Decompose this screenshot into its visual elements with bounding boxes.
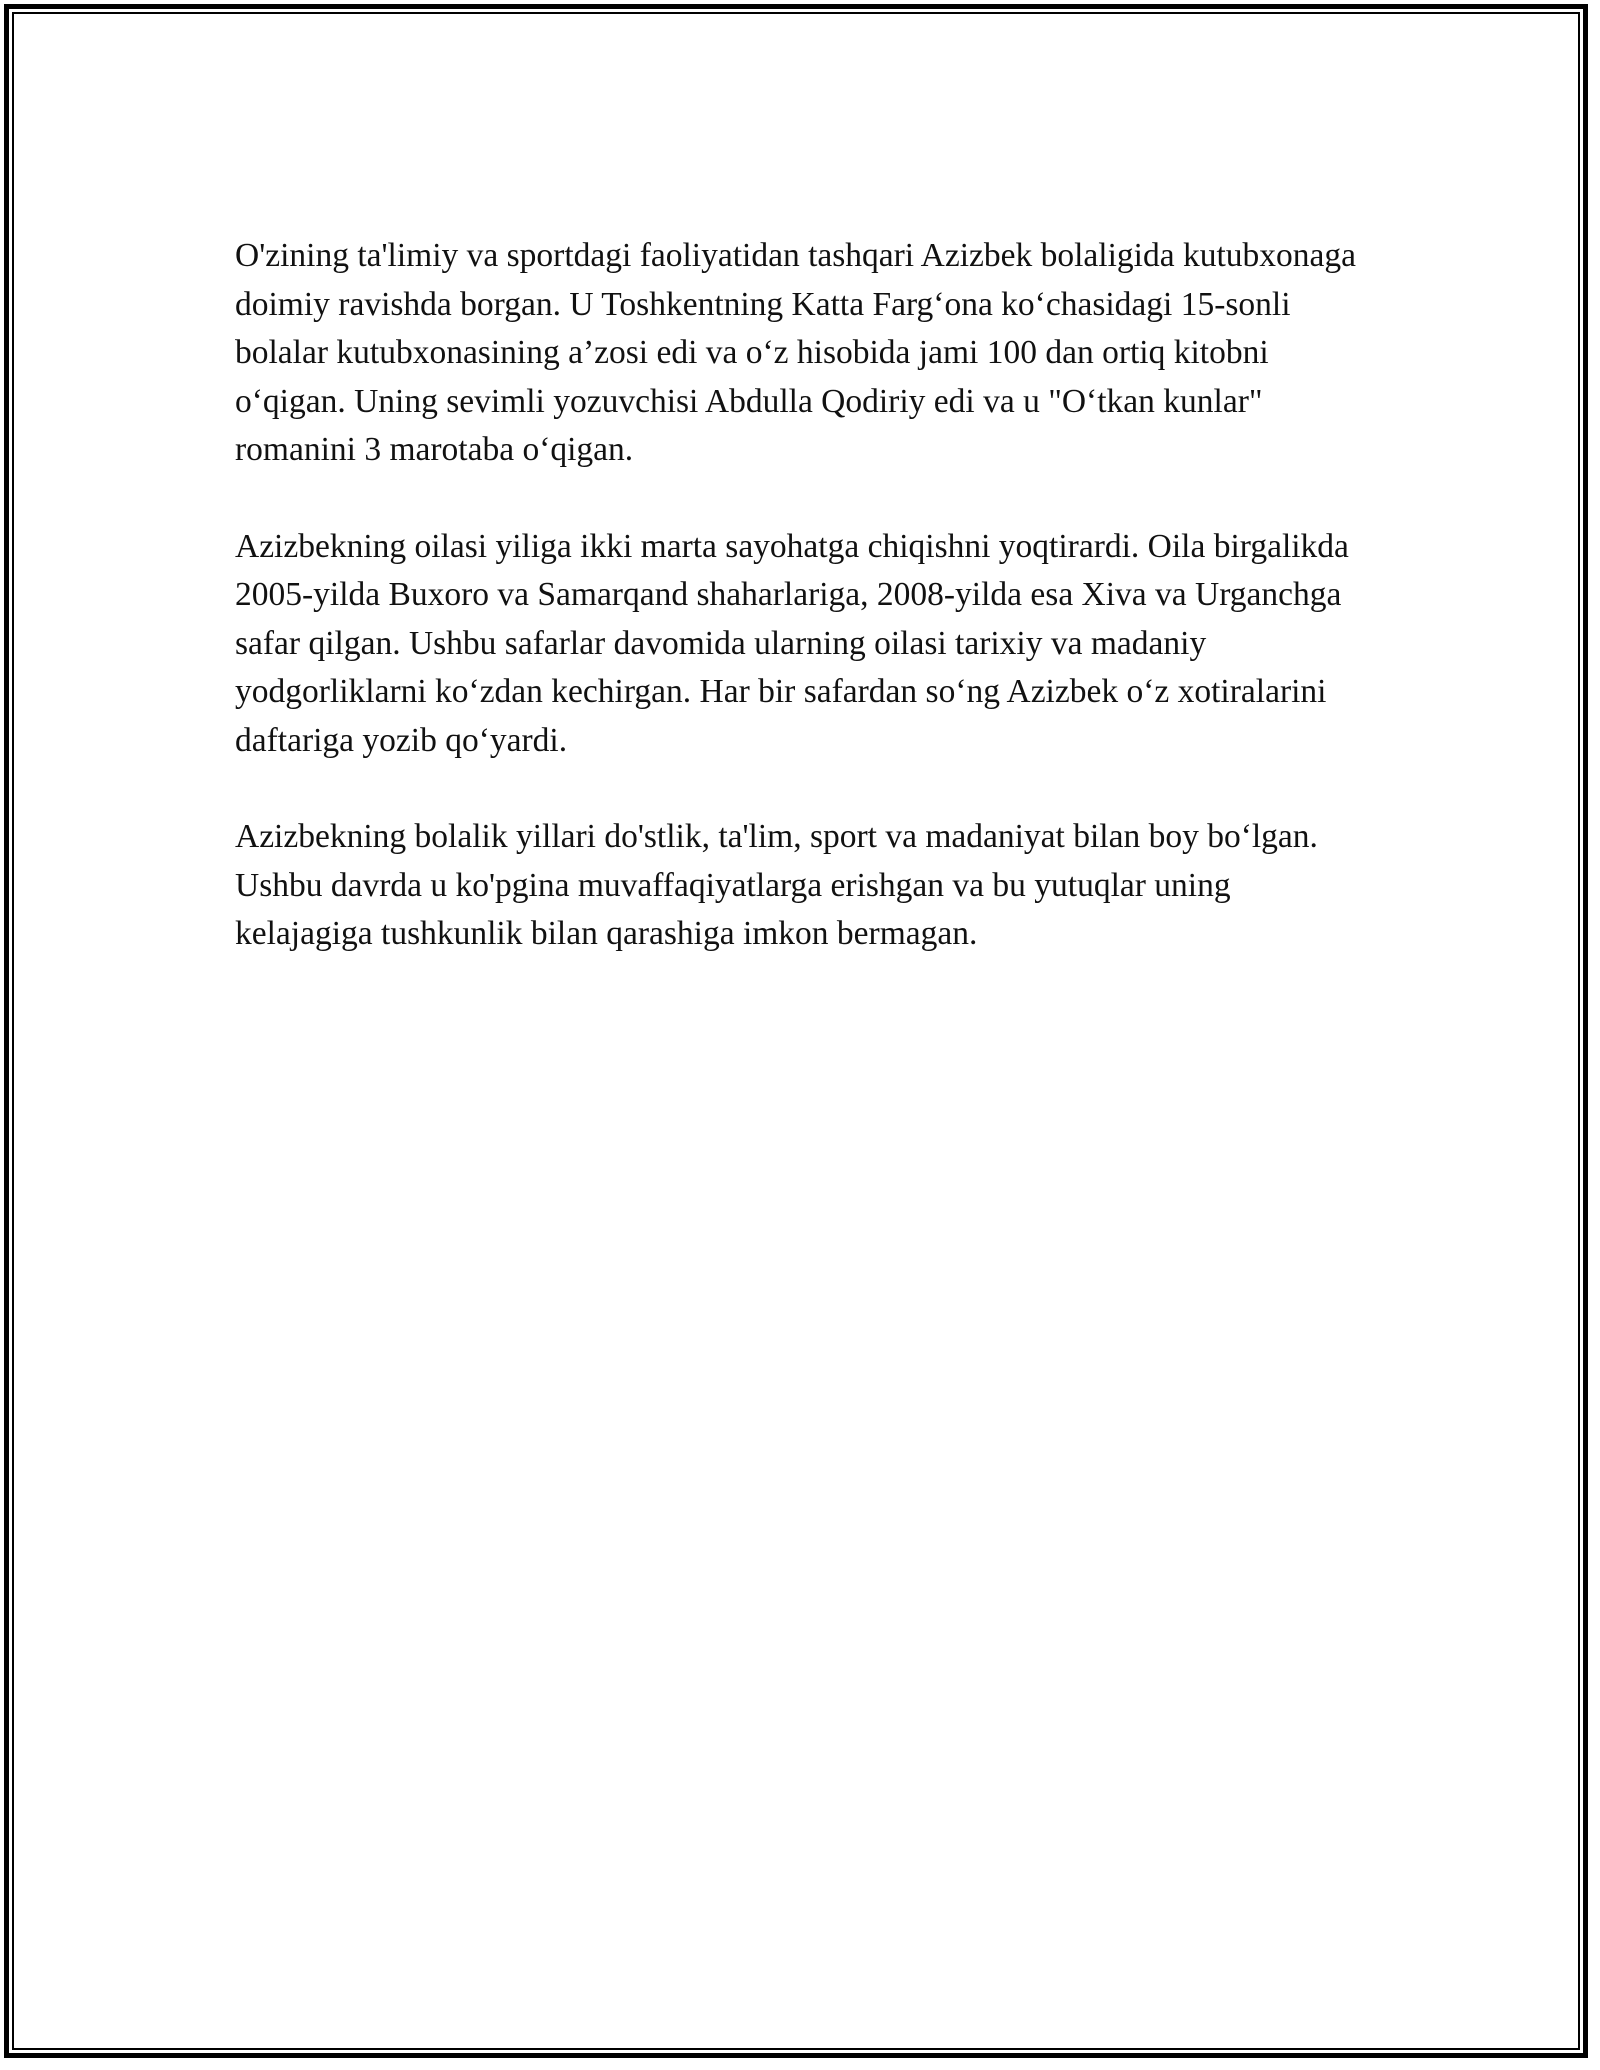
paragraph-travel: Azizbekning oilasi yiliga ikki marta sayohatga chiqishni yoqtirardi. Oila birgalikda 2005-yilda Buxoro va Samarqand shaharlariga, 2008-yilda esa Xiva va Urganchga safar qilgan. Ushbu safarlar davomida ularning oilasi tarixiy va madaniy yodgorliklarni ko‘zdan kechirgan. Har bir safardan so‘ng Azizbek o‘z xotiralarini daftariga yozib qo‘yardi. [235,527,1349,759]
document-body [235,232,1375,959]
paragraph-childhood-summary: Azizbekning bolalik yillari do'stlik, ta'lim, sport va madaniyat bilan boy bo‘lgan. Ushbu davrda u ko'pgina muvaffaqiyatlarga erishgan va bu yutuqlar uning kelajagiga tushkunlik bilan qarashiga imkon bermagan. [235,818,1318,952]
paragraph-library: O'zining ta'limiy va sportdagi faoliyatidan tashqari Azizbek bolaligida kutubxonaga doimiy ravishda borgan. U Toshkentning Katta Farg‘ona ko‘chasidagi 15-sonli bolalar kutubxonasining a’zosi edi va o‘z hisobida jami 100 dan ortiq kitobni o‘qigan. Uning sevimli yozuvchisi Abdulla Qodiriy edi va u "O‘tkan kunlar" romanini 3 marotaba o‘qigan. [235,237,1357,468]
